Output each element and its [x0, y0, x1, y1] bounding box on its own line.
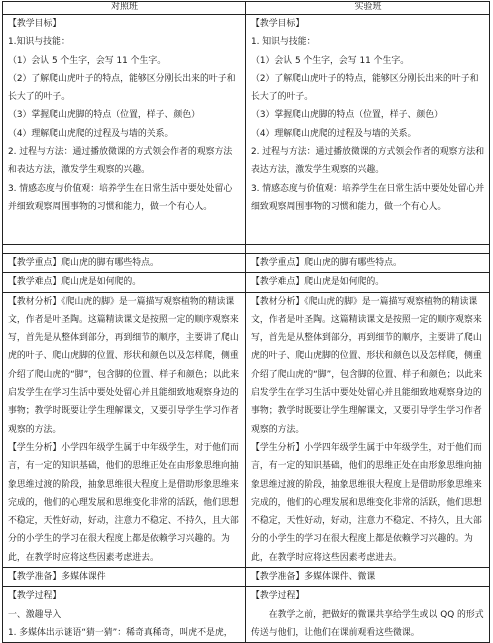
experimental-class-header: 实验班: [246, 2, 490, 15]
goals-item-3: （3）掌握爬山虎脚的特点（位置，样子、颜色）: [8, 110, 201, 121]
goals-item-1: （1）会认 5 个生字，会写 11 个生字。: [251, 55, 410, 66]
student-analysis: 【学生分析】小学四年级学生属于中年级学生，对于他们而言，有一定的知识基础，他们的思维正处在由形象思维向抽象思维过渡的阶段，抽象思维很大程度上是借助形象思维来完成的，他们的心理发展和思维变化非常的活跃，他们思想不稳定，天性好动，好动，注意力不稳定、不持久，且大部分的小学生的学习在很大程度上都是依赖学习兴趣的。为此，在教学时应将这些因素考虑进去。: [8, 442, 239, 563]
goals-item-2: （2）了解爬山虎叶子的特点，能够区分刚长出来的叶子和长大了的叶子。: [8, 73, 236, 103]
prep-left: 【教学准备】多媒体课件: [3, 568, 246, 587]
material-analysis: 【教材分析】《爬山虎的脚》是一篇描写观察植物的精读课文，作者是叶圣陶。这篇精读课文是按照一定的顺序观察来写，首先是从整体到部分，再到细节的顺序，主要讲了爬山虎的叶子、爬山虎脚的位置、形状和颜色以及怎样爬，侧重介绍了爬山虎的“脚”，包含脚的位置、样子和颜色；以此来启发学生在学习生活中要处处留心并且能细致地观察身边的事物；教学时既要让学生理解课文，又要引导学生学习作者观察的方法。: [8, 296, 240, 435]
goals-emotion-values: 3. 情感态度与价值观：培养学生在日常生活中要处处留心并细致观察周围事物的习惯和能力，做一个有心人。: [251, 183, 485, 212]
analysis-row: [3, 292, 490, 567]
goals-emotion-values: 3. 情感态度与价值观：培养学生在日常生活中要处处留心并细致观察周围事物的习惯和能力，做一个有心人。: [8, 183, 233, 212]
goals-item-1: （1）会认 5 个生字，会写 11 个生字。: [8, 55, 167, 66]
key-point-left: 【教学重点】爬山虎的脚有哪些特点。: [3, 254, 246, 273]
teaching-goals-row: [3, 15, 490, 245]
header-row: [3, 2, 490, 15]
process-line-1: 1. 多媒体出示谜语“猜一猜”：稀奇真稀奇，叫虎不是虎，: [8, 627, 233, 638]
difficulty-left: 【教学难点】爬山虎是如何爬的。: [3, 273, 246, 292]
goals-knowledge-skills: 1. 知识与技能：: [251, 37, 316, 48]
goals-process-method: 2. 过程与方法：通过播放微课的方式领会作者的观察方法和表达方法，激发学生观察的兴趣。: [251, 147, 485, 176]
goals-heading: 【教学目标】: [8, 19, 62, 29]
analysis-left: [3, 292, 246, 567]
goals-item-2: （2）了解爬山虎叶子的特点，能够区分刚长出来的叶子和长大了的叶子。: [251, 73, 479, 103]
process-left: [3, 587, 246, 643]
comparison-table: [2, 1, 490, 643]
process-right: [246, 587, 490, 643]
goals-item-4: （4）理解爬山虎爬的过程及与墙的关系。: [251, 128, 417, 139]
process-row: [3, 587, 490, 643]
prep-right: 【教学准备】多媒体课件、微课: [246, 568, 490, 587]
spacer-left: [3, 245, 246, 254]
key-point-right: 【教学重点】爬山虎的脚有哪些特点。: [246, 254, 490, 273]
process-heading: 【教学过程】: [251, 591, 305, 602]
goals-knowledge-skills: 1.知识与技能：: [8, 37, 70, 48]
prep-row: [3, 568, 490, 587]
goals-process-method: 2. 过程与方法：通过播放微课的方式领会作者的观察方法和表达方法，激发学生观察的兴趣。: [8, 147, 233, 176]
process-paragraph: 在教学之前，把做好的微课共享给学生或以 QQ 的形式传送与他们，让他们在课前观看这些微课。: [251, 609, 484, 638]
goals-item-3: （3）掌握爬山虎脚的特点（位置，样子、颜色）: [251, 110, 444, 121]
material-analysis: 【教材分析】《爬山虎的脚》是一篇描写观察植物的精读课文，作者是叶圣陶。这篇精读课文是按照一定的顺序观察来写，首先是从整体到部分，再到细节的顺序，主要讲了爬山虎的叶子、爬山虎脚的位置、形状和颜色以及怎样爬，侧重介绍了爬山虎的“脚”，包含脚的位置、样子和颜色；以此来启发学生在学习生活中要处处留心并且能细致地观察身边的事物；教学时既要让学生理解课文，又要引导学生学习作者观察的方法。: [251, 296, 483, 435]
key-point-row: [3, 254, 490, 273]
goals-heading: 【教学目标】: [251, 19, 305, 29]
student-analysis: 【学生分析】小学四年级学生属于中年级学生，对于他们而言，有一定的知识基础，他们的思维正处在由形象思维向抽象思维过渡的阶段，抽象思维很大程度上是借助形象思维来完成的，他们的心理发展和思维变化非常的活跃，他们思想不稳定，天性好动，好动，注意力不稳定、不持久，且大部分的小学生的学习在很大程度上都是依赖学习兴趣的。为此，在教学时应将这些因素考虑进去。: [251, 442, 482, 563]
spacer-row: [3, 245, 490, 254]
teaching-goals-right: [246, 15, 490, 245]
control-class-header: 对照班: [3, 2, 246, 15]
difficulty-row: [3, 273, 490, 292]
analysis-right: [246, 292, 490, 567]
goals-item-4: （4）理解爬山虎爬的过程及与墙的关系。: [8, 128, 174, 139]
teaching-goals-left: [3, 15, 246, 245]
process-step-1: 一、激趣导入: [8, 609, 62, 620]
process-heading: 【教学过程】: [8, 591, 62, 602]
spacer-right: [246, 245, 490, 254]
lesson-plan-page: [2, 1, 491, 638]
difficulty-right: 【教学难点】爬山虎是如何爬的。: [246, 273, 490, 292]
